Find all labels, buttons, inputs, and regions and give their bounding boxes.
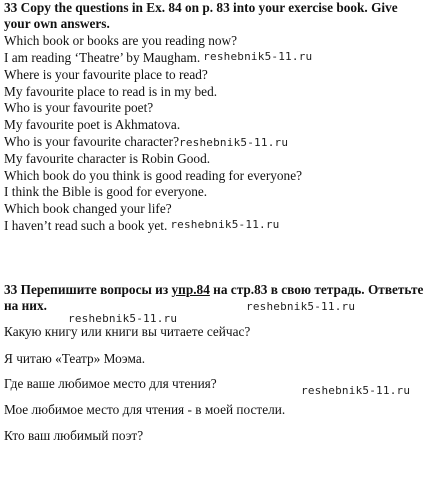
text-line: I think the Bible is good for everyone. xyxy=(4,184,208,200)
watermark: reshebnik5-11.ru xyxy=(179,135,289,149)
text-line: My favourite poet is Akhmatova. xyxy=(4,116,181,132)
text-line: Which book do you think is good reading for everyone? xyxy=(4,167,302,183)
text-line: Кто ваш любимый поэт? xyxy=(4,428,144,443)
text-line: Я читаю «Театр» Моэма. xyxy=(4,351,146,366)
exercise-lines-en xyxy=(4,33,424,235)
text-line: Где ваше любимое место для чтения? xyxy=(4,376,217,391)
watermark: reshebnik5-11.ru xyxy=(246,300,356,313)
text-line: I haven’t read such a book yet. reshebnik5-11.ru xyxy=(4,217,280,233)
exercise-heading-ru: 33 Перепишите вопросы из упр.84 на стр.83 в свою тетрадь. Ответьте на них. xyxy=(4,282,424,313)
text-line: I am reading ‘Theatre’ by Maugham. reshebnik5-11.ru xyxy=(4,49,313,65)
exercise-heading-en: 33 Copy the questions in Ex. 84 on p. 83 into your exercise book. Give your own answers. xyxy=(4,0,398,31)
watermark: reshebnik5-11.ru xyxy=(68,312,178,325)
watermark: reshebnik5-11.ru xyxy=(203,49,313,63)
exercise-link[interactable]: упр.84 xyxy=(171,282,210,297)
text-line: Мое любимое место для чтения - в моей постели. xyxy=(4,402,286,417)
text-line: Which book or books are you reading now? xyxy=(4,33,238,48)
watermark: reshebnik5-11.ru xyxy=(170,217,280,231)
text-line: My favourite character is Robin Good. xyxy=(4,151,211,167)
text-line: Who is your favourite poet? xyxy=(4,100,154,116)
text-line: Where is your favourite place to read? xyxy=(4,67,208,83)
watermark: reshebnik5-11.ru xyxy=(301,384,411,397)
text-line: Which book changed your life? xyxy=(4,200,172,216)
text-line: My favourite place to read is in my bed. xyxy=(4,83,218,99)
text-line: Who is your favourite character?reshebnik5-11.ru xyxy=(4,133,289,149)
text-line: Какую книгу или книги вы читаете сейчас? xyxy=(4,324,251,339)
